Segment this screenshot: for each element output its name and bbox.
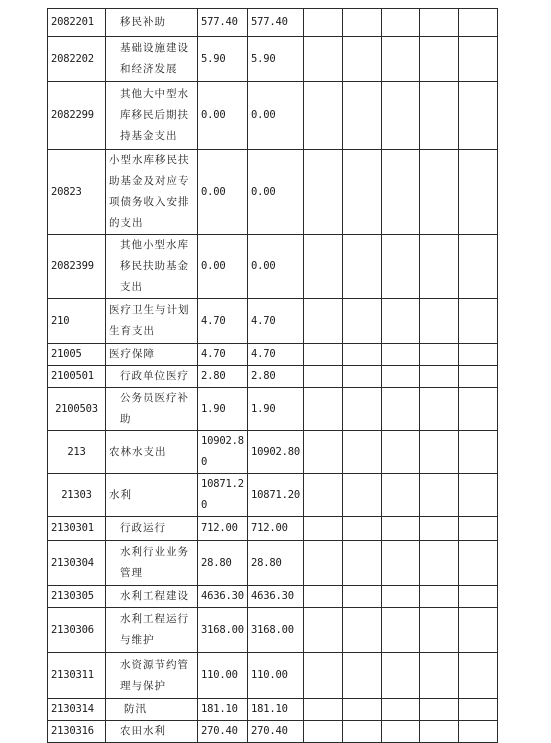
empty-cell — [343, 586, 382, 608]
row-name: 水利工程建设 — [106, 586, 198, 608]
row-name: 农田水利 — [106, 721, 198, 743]
empty-cell — [343, 653, 382, 699]
empty-cell — [304, 37, 343, 82]
empty-cell — [304, 388, 343, 431]
empty-cell — [382, 517, 420, 541]
empty-cell — [382, 586, 420, 608]
row-code: 2082399 — [48, 235, 106, 299]
empty-cell — [420, 699, 459, 721]
row-amount-b: 4.70 — [248, 344, 304, 366]
row-code: 20823 — [48, 150, 106, 235]
row-amount-a: 10871.20 — [198, 474, 248, 517]
row-amount-a: 2.80 — [198, 366, 248, 388]
empty-cell — [420, 653, 459, 699]
row-amount-b: 3168.00 — [248, 608, 304, 653]
row-amount-a: 5.90 — [198, 37, 248, 82]
empty-cell — [420, 474, 459, 517]
empty-cell — [304, 608, 343, 653]
row-amount-b: 577.40 — [248, 9, 304, 37]
empty-cell — [343, 541, 382, 586]
row-amount-b: 4636.30 — [248, 586, 304, 608]
empty-cell — [304, 150, 343, 235]
empty-cell — [304, 9, 343, 37]
table-row — [48, 388, 498, 431]
row-amount-a: 270.40 — [198, 721, 248, 743]
row-code: 2100501 — [48, 366, 106, 388]
empty-cell — [459, 431, 498, 474]
empty-cell — [420, 366, 459, 388]
empty-cell — [382, 699, 420, 721]
table-row — [48, 235, 498, 299]
empty-cell — [459, 82, 498, 150]
row-name: 其他大中型水库移民后期扶持基金支出 — [106, 82, 198, 150]
table-row — [48, 517, 498, 541]
empty-cell — [420, 150, 459, 235]
empty-cell — [420, 388, 459, 431]
row-code: 2082202 — [48, 37, 106, 82]
empty-cell — [459, 235, 498, 299]
row-name: 其他小型水库移民扶助基金支出 — [106, 235, 198, 299]
row-name: 医疗保障 — [106, 344, 198, 366]
empty-cell — [382, 388, 420, 431]
empty-cell — [304, 344, 343, 366]
empty-cell — [304, 517, 343, 541]
table-row — [48, 721, 498, 743]
empty-cell — [382, 235, 420, 299]
row-code: 2100503 — [48, 388, 106, 431]
empty-cell — [343, 344, 382, 366]
row-code: 210 — [48, 299, 106, 344]
row-name: 小型水库移民扶助基金及对应专项债务收入安排的支出 — [106, 150, 198, 235]
row-code: 2130306 — [48, 608, 106, 653]
row-amount-a: 4636.30 — [198, 586, 248, 608]
empty-cell — [343, 235, 382, 299]
row-amount-b: 270.40 — [248, 721, 304, 743]
row-amount-b: 2.80 — [248, 366, 304, 388]
row-amount-b: 0.00 — [248, 235, 304, 299]
empty-cell — [304, 235, 343, 299]
row-code: 2130314 — [48, 699, 106, 721]
row-amount-a: 577.40 — [198, 9, 248, 37]
row-name: 防汛 — [106, 699, 198, 721]
empty-cell — [304, 431, 343, 474]
row-amount-b: 10902.80 — [248, 431, 304, 474]
empty-cell — [420, 299, 459, 344]
empty-cell — [459, 517, 498, 541]
empty-cell — [382, 150, 420, 235]
empty-cell — [420, 235, 459, 299]
row-name: 医疗卫生与计划生育支出 — [106, 299, 198, 344]
empty-cell — [420, 431, 459, 474]
empty-cell — [382, 608, 420, 653]
empty-cell — [343, 9, 382, 37]
empty-cell — [304, 721, 343, 743]
empty-cell — [343, 366, 382, 388]
row-code: 2130301 — [48, 517, 106, 541]
empty-cell — [304, 474, 343, 517]
empty-cell — [459, 299, 498, 344]
budget-table — [47, 8, 498, 743]
row-name: 移民补助 — [106, 9, 198, 37]
table-row — [48, 37, 498, 82]
empty-cell — [343, 150, 382, 235]
empty-cell — [343, 474, 382, 517]
empty-cell — [459, 699, 498, 721]
row-code: 2130316 — [48, 721, 106, 743]
row-amount-a: 0.00 — [198, 235, 248, 299]
empty-cell — [382, 431, 420, 474]
row-name: 行政运行 — [106, 517, 198, 541]
empty-cell — [382, 344, 420, 366]
empty-cell — [382, 721, 420, 743]
empty-cell — [382, 366, 420, 388]
table-row — [48, 344, 498, 366]
empty-cell — [343, 721, 382, 743]
table-row — [48, 299, 498, 344]
table-row — [48, 474, 498, 517]
row-name: 水利工程运行与维护 — [106, 608, 198, 653]
empty-cell — [420, 37, 459, 82]
table-row — [48, 150, 498, 235]
empty-cell — [420, 586, 459, 608]
empty-cell — [459, 150, 498, 235]
empty-cell — [420, 541, 459, 586]
row-amount-a: 1.90 — [198, 388, 248, 431]
empty-cell — [343, 299, 382, 344]
table-row — [48, 366, 498, 388]
row-code: 2130311 — [48, 653, 106, 699]
row-name: 基础设施建设和经济发展 — [106, 37, 198, 82]
empty-cell — [459, 9, 498, 37]
table-row — [48, 653, 498, 699]
row-name: 水利 — [106, 474, 198, 517]
row-amount-a: 0.00 — [198, 150, 248, 235]
row-amount-a: 4.70 — [198, 299, 248, 344]
row-amount-a: 10902.80 — [198, 431, 248, 474]
table-row — [48, 586, 498, 608]
row-amount-b: 10871.20 — [248, 474, 304, 517]
row-amount-b: 110.00 — [248, 653, 304, 699]
row-name: 农林水支出 — [106, 431, 198, 474]
empty-cell — [304, 586, 343, 608]
row-name: 水利行业业务管理 — [106, 541, 198, 586]
row-amount-b: 181.10 — [248, 699, 304, 721]
empty-cell — [304, 541, 343, 586]
empty-cell — [382, 474, 420, 517]
row-amount-b: 5.90 — [248, 37, 304, 82]
row-amount-b: 712.00 — [248, 517, 304, 541]
empty-cell — [459, 366, 498, 388]
row-amount-a: 181.10 — [198, 699, 248, 721]
row-amount-b: 28.80 — [248, 541, 304, 586]
empty-cell — [459, 344, 498, 366]
empty-cell — [420, 721, 459, 743]
empty-cell — [343, 388, 382, 431]
table-row — [48, 608, 498, 653]
row-amount-b: 1.90 — [248, 388, 304, 431]
empty-cell — [382, 9, 420, 37]
row-name: 行政单位医疗 — [106, 366, 198, 388]
empty-cell — [343, 431, 382, 474]
row-code: 213 — [48, 431, 106, 474]
empty-cell — [459, 721, 498, 743]
empty-cell — [304, 653, 343, 699]
empty-cell — [459, 586, 498, 608]
row-name: 公务员医疗补助 — [106, 388, 198, 431]
table-row — [48, 82, 498, 150]
empty-cell — [343, 37, 382, 82]
table-row — [48, 431, 498, 474]
empty-cell — [382, 541, 420, 586]
empty-cell — [343, 82, 382, 150]
row-code: 21005 — [48, 344, 106, 366]
table-row — [48, 541, 498, 586]
empty-cell — [304, 699, 343, 721]
row-amount-b: 0.00 — [248, 82, 304, 150]
row-amount-a: 0.00 — [198, 82, 248, 150]
row-amount-b: 4.70 — [248, 299, 304, 344]
empty-cell — [382, 653, 420, 699]
table-row — [48, 699, 498, 721]
empty-cell — [343, 608, 382, 653]
row-amount-a: 3168.00 — [198, 608, 248, 653]
empty-cell — [459, 37, 498, 82]
row-amount-a: 28.80 — [198, 541, 248, 586]
empty-cell — [420, 608, 459, 653]
empty-cell — [304, 299, 343, 344]
empty-cell — [420, 9, 459, 37]
empty-cell — [459, 653, 498, 699]
table-row — [48, 9, 498, 37]
empty-cell — [304, 82, 343, 150]
row-amount-a: 712.00 — [198, 517, 248, 541]
row-name: 水资源节约管理与保护 — [106, 653, 198, 699]
empty-cell — [459, 541, 498, 586]
row-code: 2130304 — [48, 541, 106, 586]
empty-cell — [343, 699, 382, 721]
empty-cell — [459, 388, 498, 431]
empty-cell — [459, 608, 498, 653]
empty-cell — [420, 517, 459, 541]
empty-cell — [304, 366, 343, 388]
empty-cell — [420, 344, 459, 366]
empty-cell — [382, 37, 420, 82]
row-code: 21303 — [48, 474, 106, 517]
row-amount-b: 0.00 — [248, 150, 304, 235]
empty-cell — [382, 82, 420, 150]
row-code: 2130305 — [48, 586, 106, 608]
empty-cell — [343, 517, 382, 541]
row-amount-a: 4.70 — [198, 344, 248, 366]
empty-cell — [420, 82, 459, 150]
empty-cell — [459, 474, 498, 517]
row-code: 2082299 — [48, 82, 106, 150]
row-amount-a: 110.00 — [198, 653, 248, 699]
empty-cell — [382, 299, 420, 344]
row-code: 2082201 — [48, 9, 106, 37]
